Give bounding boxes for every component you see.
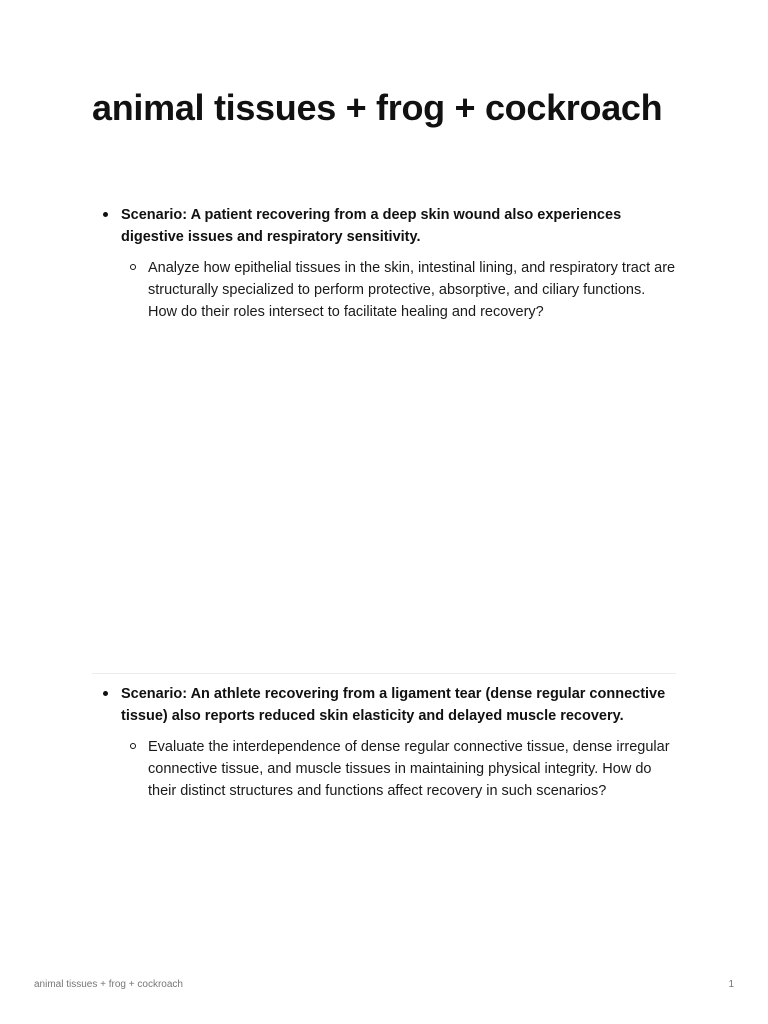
scenario-text: Scenario: A patient recovering from a deep skin wound also experiences digestive issues and respiratory sensitivity. — [121, 207, 622, 245]
bullet-disc-icon — [103, 691, 108, 696]
bullet-disc-icon — [103, 212, 108, 217]
section-divider — [92, 673, 676, 674]
footer-page-number: 1 — [728, 979, 734, 990]
footer-title: animal tissues + frog + cockroach — [34, 979, 183, 990]
question-text: Analyze how epithelial tissues in the skin, intestinal lining, and respiratory tract are structurally specialized to perform protective, absorptive, and ciliary functions. How do their roles intersect to facilitate healing and recovery? — [148, 260, 676, 320]
bullet-circle-icon — [130, 264, 136, 270]
bullet-circle-icon — [130, 743, 136, 749]
question-text: Evaluate the interdependence of dense regular connective tissue, dense irregular connective tissue, and muscle tissues in maintaining physical integrity. How do their distinct structures and functions affect recovery in such scenarios? — [148, 739, 670, 799]
list-item — [92, 204, 676, 248]
list-item — [92, 683, 676, 727]
scenario-block-2 — [92, 683, 676, 802]
sub-list-item — [92, 257, 676, 323]
page-title: animal tissues + frog + cockroach — [92, 87, 663, 128]
scenario-text: Scenario: An athlete recovering from a ligament tear (dense regular connective tissue) also reports reduced skin elasticity and delayed muscle recovery. — [121, 686, 666, 724]
scenario-block-1 — [92, 204, 676, 323]
sub-list-item — [92, 736, 676, 802]
